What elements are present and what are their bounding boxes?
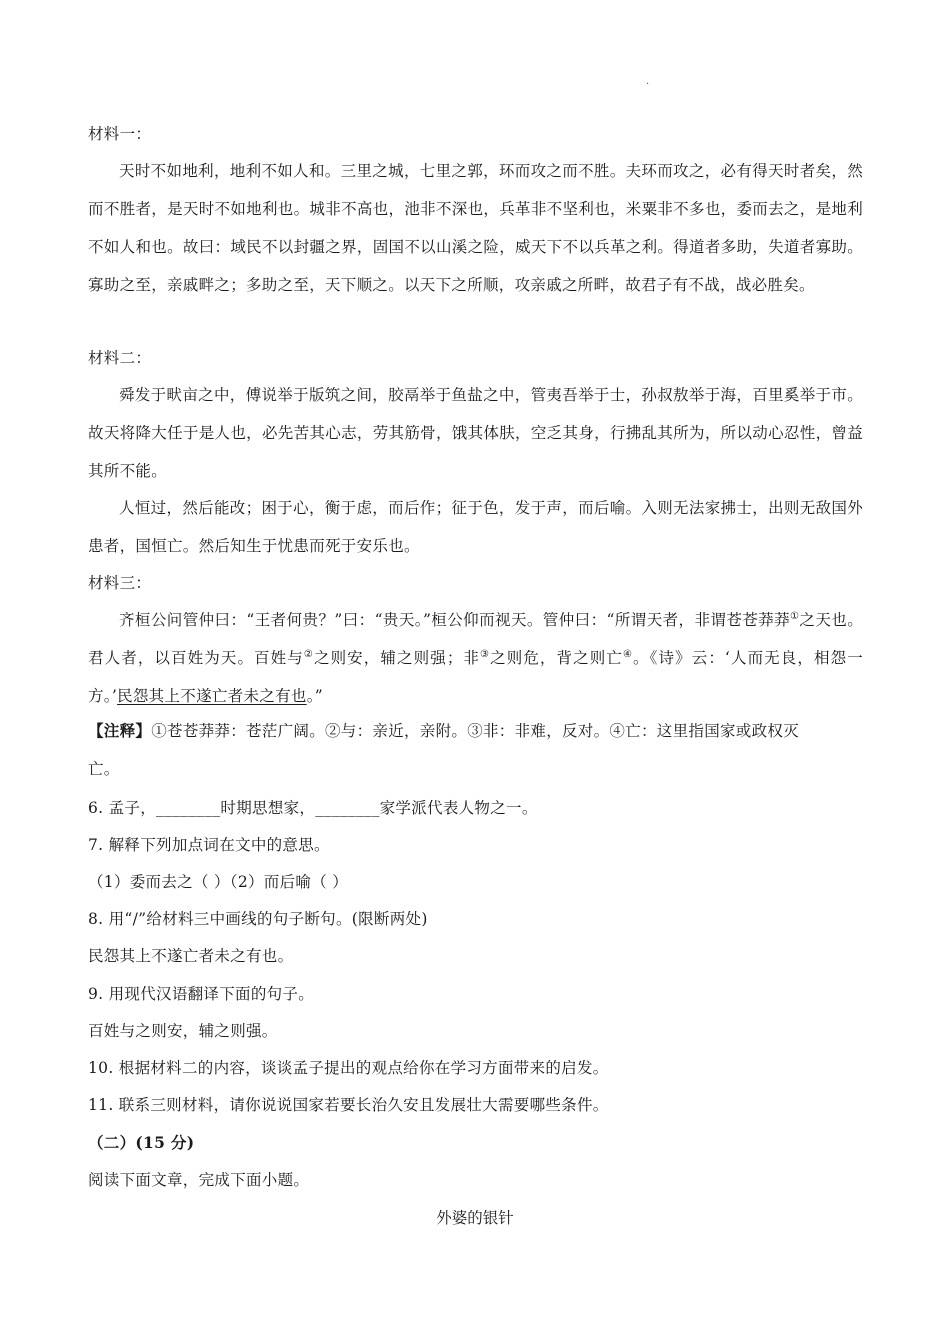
material3-seg1: 齐桓公问管仲曰：“王者何贵？”曰：“贵天。”桓公仰而视天。管仲曰：“所谓天者，非谓苍苍莽莽	[119, 611, 791, 629]
footnote-ref-2: ②	[303, 649, 314, 660]
material2-para2: 人恒过，然后能改；困于心，衡于虑，而后作；征于色，发于声，而后喻。入则无法家拂士，出则无敌国外患者，国恒亡。然后知生于忧患而死于安乐也。	[88, 499, 863, 555]
question-9: 9. 用现代汉语翻译下面的句子。	[88, 985, 315, 1003]
article-title: 外婆的银针	[436, 1209, 514, 1227]
question-8-sentence: 民怨其上不遂亡者未之有也。	[88, 947, 294, 965]
note-text: ①苍苍莽莽：苍茫广阔。②与：亲近，亲附。③非：非难，反对。④亡：这里指国家或政权灭	[151, 722, 800, 740]
footnote-ref-3: ③	[480, 649, 491, 660]
material2-label: 材料二：	[88, 349, 152, 367]
section2-heading: （二）(15 分)	[88, 1133, 195, 1152]
section2-instruction: 阅读下面文章，完成下面小题。	[88, 1171, 310, 1189]
question-6: 6. 孟子，________时期思想家，________家学派代表人物之一。	[88, 799, 538, 817]
material3-text	[88, 601, 863, 715]
material1-text: 天时不如地利，地利不如人和。三里之城，七里之郭，环而攻之而不胜。夫环而攻之，必有得天时者矣，然而不胜者，是天时不如地利也。城非不高也，池非不深也，兵革非不坚利也，米粟非不多也，委而去之，是地利不如人和也。故曰：域民不以封疆之界，固国不以山溪之险，威天下不以兵革之利。得道者多助，失道者寡助。寡助之至，亲戚畔之；多助之至，天下顺之。以天下之所顺，攻亲戚之所畔，故君子有不战，战必胜矣。	[88, 162, 863, 294]
material3-seg5: 。《诗》云：‘人而无良，相怨一方。’	[88, 649, 864, 705]
question-7: 7. 解释下列加点词在文中的意思。	[88, 836, 330, 854]
note-label: 【注释】	[88, 721, 152, 740]
material3-label: 材料三：	[88, 574, 152, 592]
material3-seg4: 之则危，背之则亡	[490, 649, 623, 667]
underlined-sentence: 民怨其上不遂亡者未之有也	[117, 687, 307, 705]
material1-label: 材料一：	[88, 125, 152, 143]
footnote-ref-4: ④	[622, 649, 634, 660]
footnote-ref-1: ①	[790, 611, 800, 622]
top-mark: .	[646, 76, 650, 87]
question-11: 11. 联系三则材料，请你说说国家若要长治久安且发展壮大需要哪些条件。	[88, 1096, 609, 1114]
note-line1	[88, 721, 799, 741]
material3-seg3: 之则安，辅之则强；非	[313, 649, 481, 667]
question-7-items: （1）委而去之（ ）（2）而后喻（ ）	[88, 873, 349, 891]
note-line2: 亡。	[88, 760, 120, 778]
material3-seg6: 。”	[306, 687, 323, 705]
material3-seg2: 之天也。君人者，以百姓为天。百姓与	[88, 611, 863, 667]
question-8: 8. 用“/”给材料三中画线的句子断句。(限断两处)	[88, 910, 428, 928]
question-9-sentence: 百姓与之则安，辅之则强。	[88, 1022, 278, 1040]
material2-para1: 舜发于畎亩之中，傅说举于版筑之间，胶鬲举于鱼盐之中，管夷吾举于士，孙叔敖举于海，百里奚举于市。故天将降大任于是人也，必先苦其心志，劳其筋骨，饿其体肤，空乏其身，行拂乱其所为，所以动心忍性，曾益其所不能。	[88, 386, 863, 480]
question-10: 10. 根据材料二的内容，谈谈孟子提出的观点给你在学习方面带来的启发。	[88, 1059, 609, 1077]
